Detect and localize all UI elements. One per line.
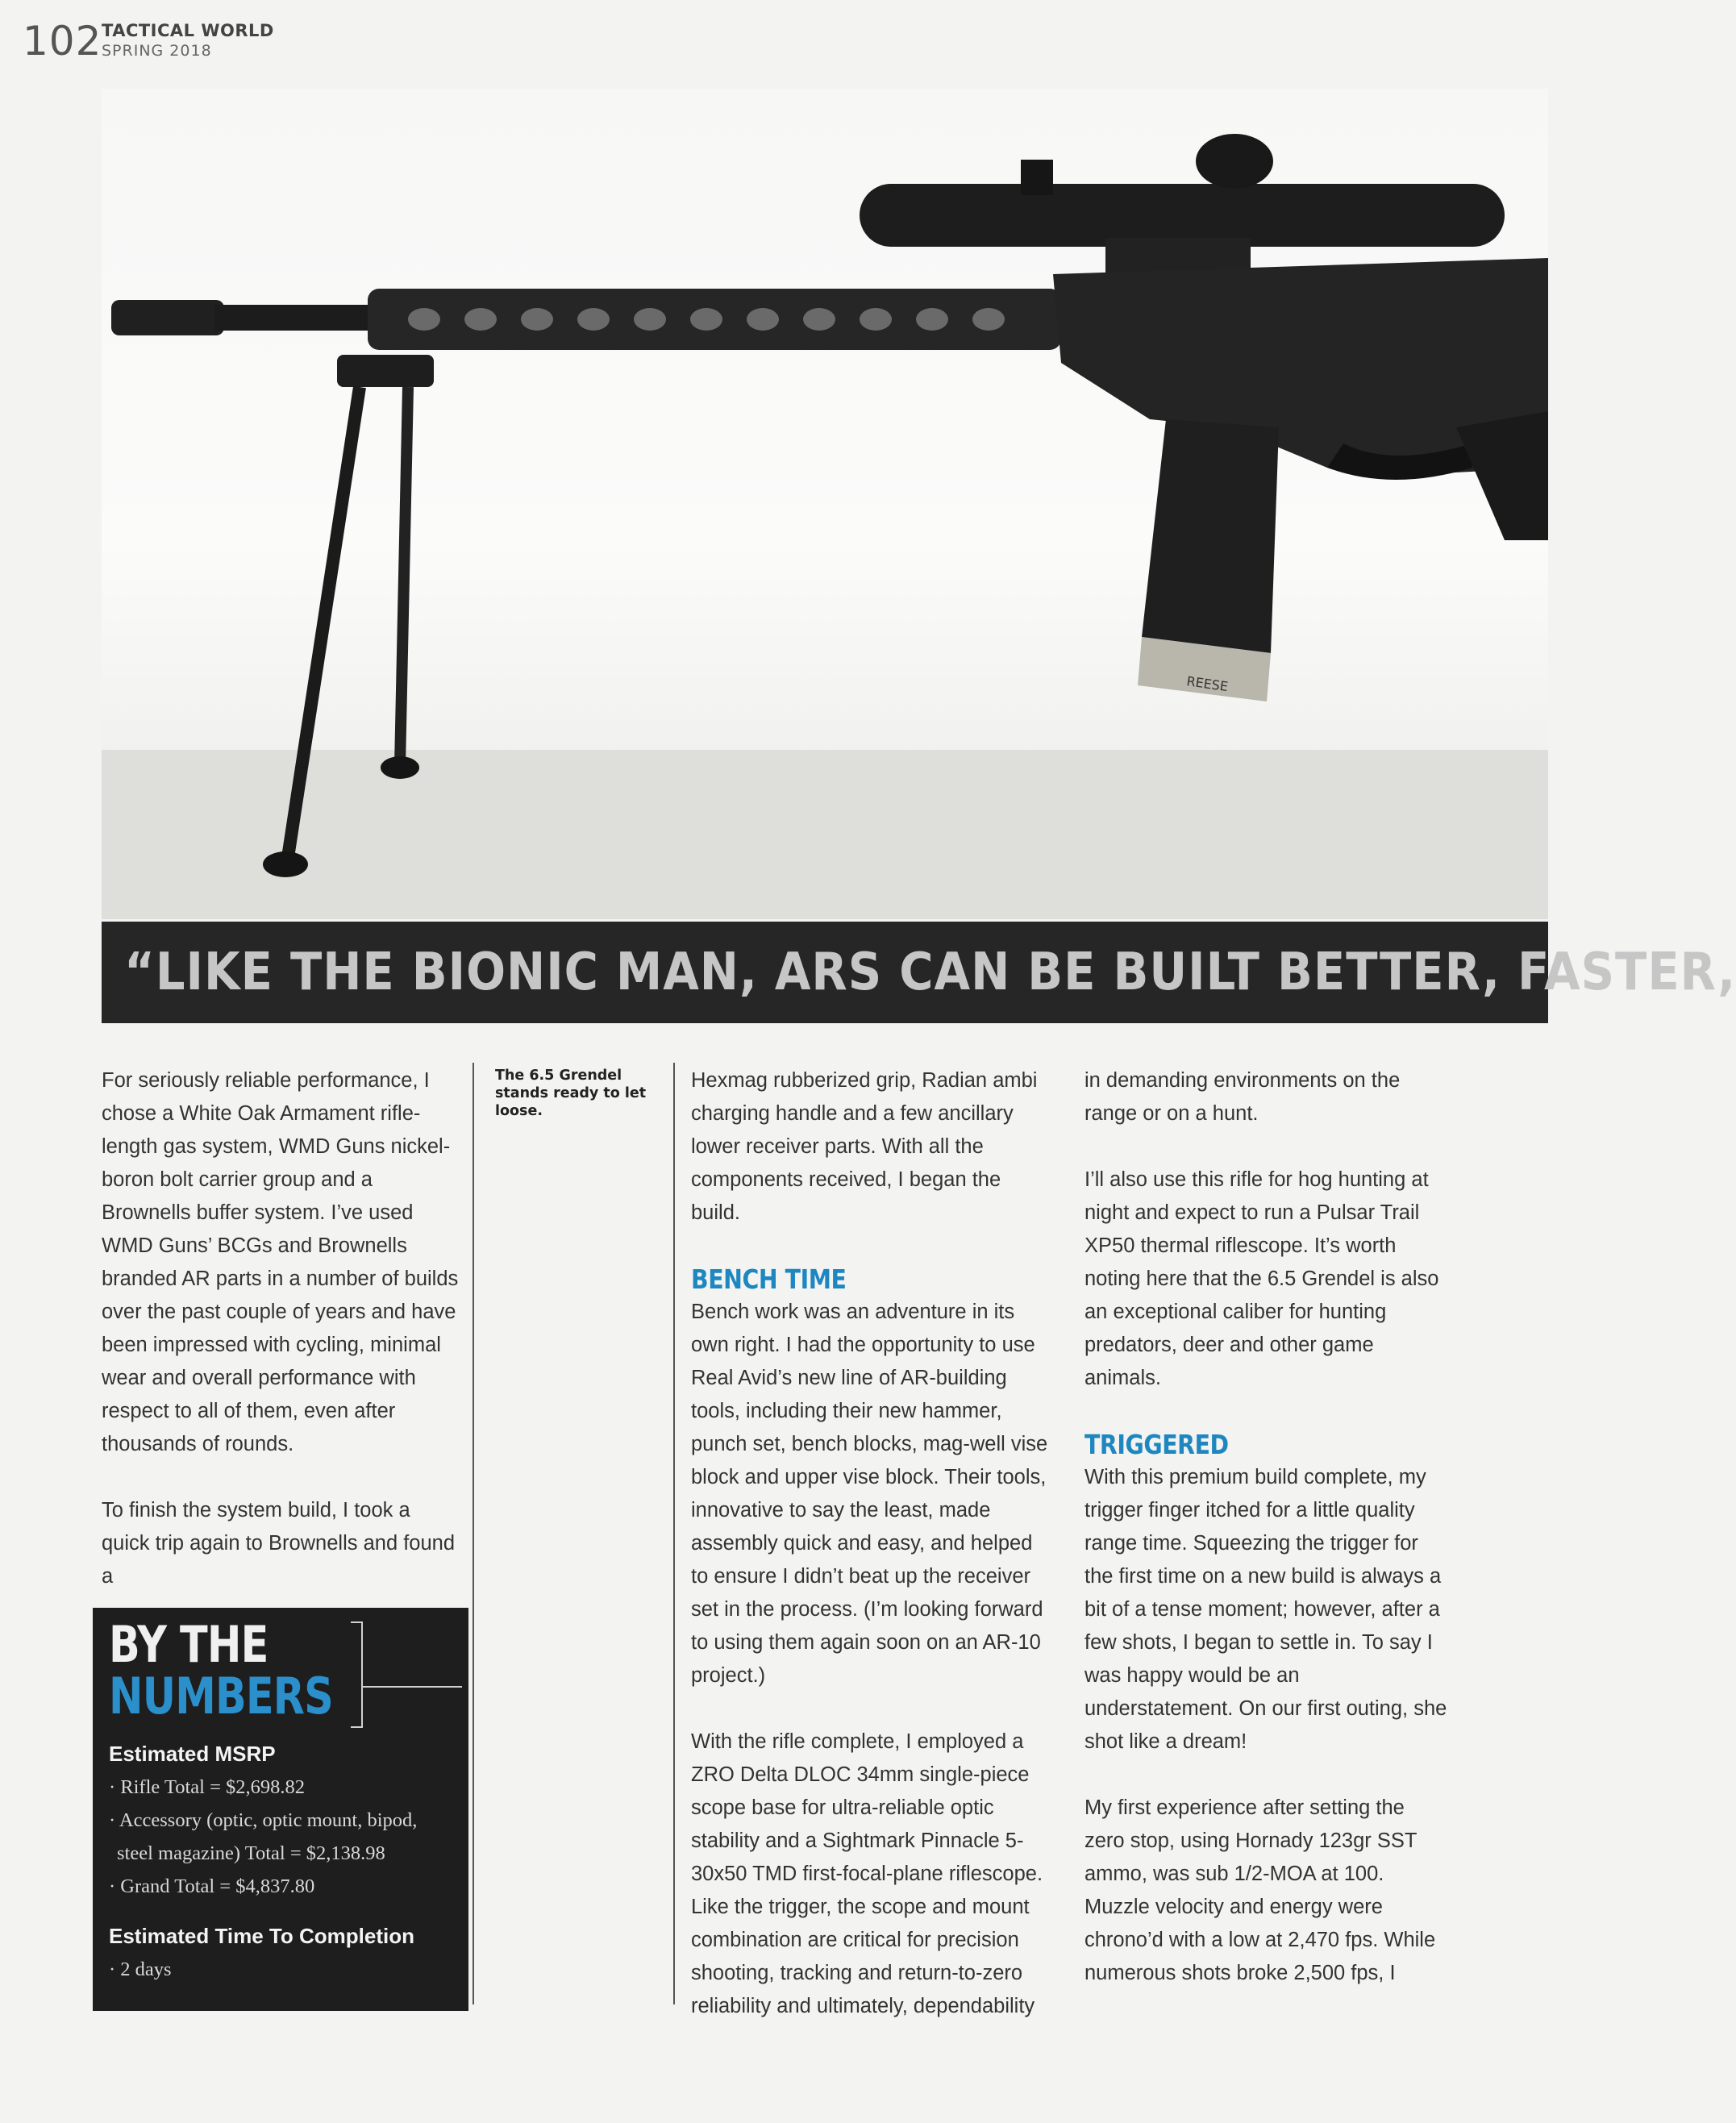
rifle-illustration	[102, 89, 1548, 919]
scope-turret	[1021, 160, 1053, 195]
sidebar-title-line1: BY THE	[109, 1615, 269, 1674]
msrp-item: steel magazine) Total = $2,138.98	[117, 1842, 385, 1864]
riflescope	[860, 184, 1505, 247]
barrel	[214, 305, 376, 331]
page-number: 102	[23, 18, 102, 65]
article-column-3	[1084, 1064, 1447, 1990]
photo-floor	[102, 750, 1548, 919]
paragraph: With this premium build complete, my trigger finger itched for a little quality range time. Squeezing the trigger for the first time on a new build is always a bit of a tense moment; however, after a few shots, I began to settle in. To say I was happy would be an understatement. On our first outing, she shot like a dream!	[1084, 1466, 1447, 1753]
paragraph: My first experience after setting the zero stop, using Hornady 123gr SST ammo, was sub 1/2-MOA at 100. Muzzle velocity and energy were chrono’d with a low at 2,470 fps. While numerous shots broke 2,500 fps, I	[1084, 1796, 1436, 1984]
paragraph: To finish the system build, I took a quick trip again to Brownells and found a	[102, 1499, 456, 1588]
time-label: Estimated Time To Completion	[109, 1924, 414, 1948]
paragraph: Hexmag rubberized grip, Radian ambi charging handle and a few ancillary lower receiver parts. With all the components received, I began the build.	[691, 1069, 1038, 1224]
scope-turret-top	[1196, 134, 1273, 189]
sidebar-title-line2: NUMBERS	[109, 1667, 333, 1725]
section-heading: BENCH TIME	[691, 1263, 847, 1295]
column-divider	[473, 1063, 474, 2004]
paragraph: I’ll also use this rifle for hog hunting at night and expect to run a Pulsar Trail XP50 thermal riflescope. It’s worth noting here that the 6.5 Grendel is also an exceptional caliber for hunting predators, deer and other game animals.	[1084, 1168, 1439, 1389]
section-heading: TRIGGERED	[1084, 1429, 1229, 1460]
article-column-2	[691, 1064, 1054, 2056]
column-divider	[673, 1063, 675, 2004]
magazine-marking: REESE	[1185, 673, 1230, 695]
pistol-grip	[1456, 411, 1548, 540]
bipod-leg-rear	[400, 387, 408, 766]
msrp-item: · Accessory (optic, optic mount, bipod,	[109, 1809, 418, 1831]
paragraph: With the rifle complete, I employed a ZRO Delta DLOC 34mm single-piece scope base for ultra-reliable optic stability and a Sightmark Pinnacle 5-30x50 TMD first-focal-plane riflescope. Like the trigger, the scope and mount combination are critical for precision shooting, tracking and return-to-zero reliability and ultimately, dependability	[691, 1730, 1043, 2017]
bipod-mount	[337, 355, 434, 387]
paragraph: in demanding environments on the range or on a hunt.	[1084, 1069, 1401, 1125]
by-the-numbers-box	[93, 1608, 468, 2011]
magazine-name: TACTICAL WORLD	[102, 21, 274, 40]
photo-caption: The 6.5 Grendel stands ready to let loose.	[495, 1068, 647, 1119]
pull-quote: “LIKE THE BIONIC MAN, ARS CAN BE BUILT BETTER, FASTER,	[102, 922, 1548, 1023]
issue-date: SPRING 2018	[102, 42, 212, 60]
paragraph: For seriously reliable performance, I chose a White Oak Armament rifle-length gas system, WMD Guns nickel-boron bolt carrier group and a Brownells buffer system. I’ve used WMD Guns’ BCGs and Brownells branded AR parts in a number of builds over the past couple of years and have been impressed with cycling, minimal wear and overall performance with respect to all of them, even after thousands of rounds.	[102, 1069, 459, 1455]
paragraph: Bench work was an adventure in its own right. I had the opportunity to use Real Avid’s new line of AR-building tools, including their new hammer, punch set, bench blocks, mag-well vise block and upper vise block. Their tools, innovative to say the least, made assembly quick and easy, and helped to ensure I didn’t beat up the receiver set in the process. (I’m looking forward to using them again soon on an AR-10 project.)	[691, 1301, 1048, 1687]
muzzle-brake	[111, 300, 224, 335]
msrp-label: Estimated MSRP	[109, 1742, 276, 1766]
msrp-item: · Rifle Total = $2,698.82	[109, 1776, 306, 1798]
bracket-decoration	[349, 1621, 462, 1729]
time-value: · 2 days	[109, 1959, 172, 1980]
bipod-foot	[263, 851, 308, 877]
magazine	[1142, 419, 1279, 653]
msrp-item: · Grand Total = $4,837.80	[109, 1875, 315, 1897]
article-column-1	[102, 1064, 463, 1626]
bipod-foot-rear	[381, 756, 419, 779]
rifle-photo	[102, 89, 1548, 919]
